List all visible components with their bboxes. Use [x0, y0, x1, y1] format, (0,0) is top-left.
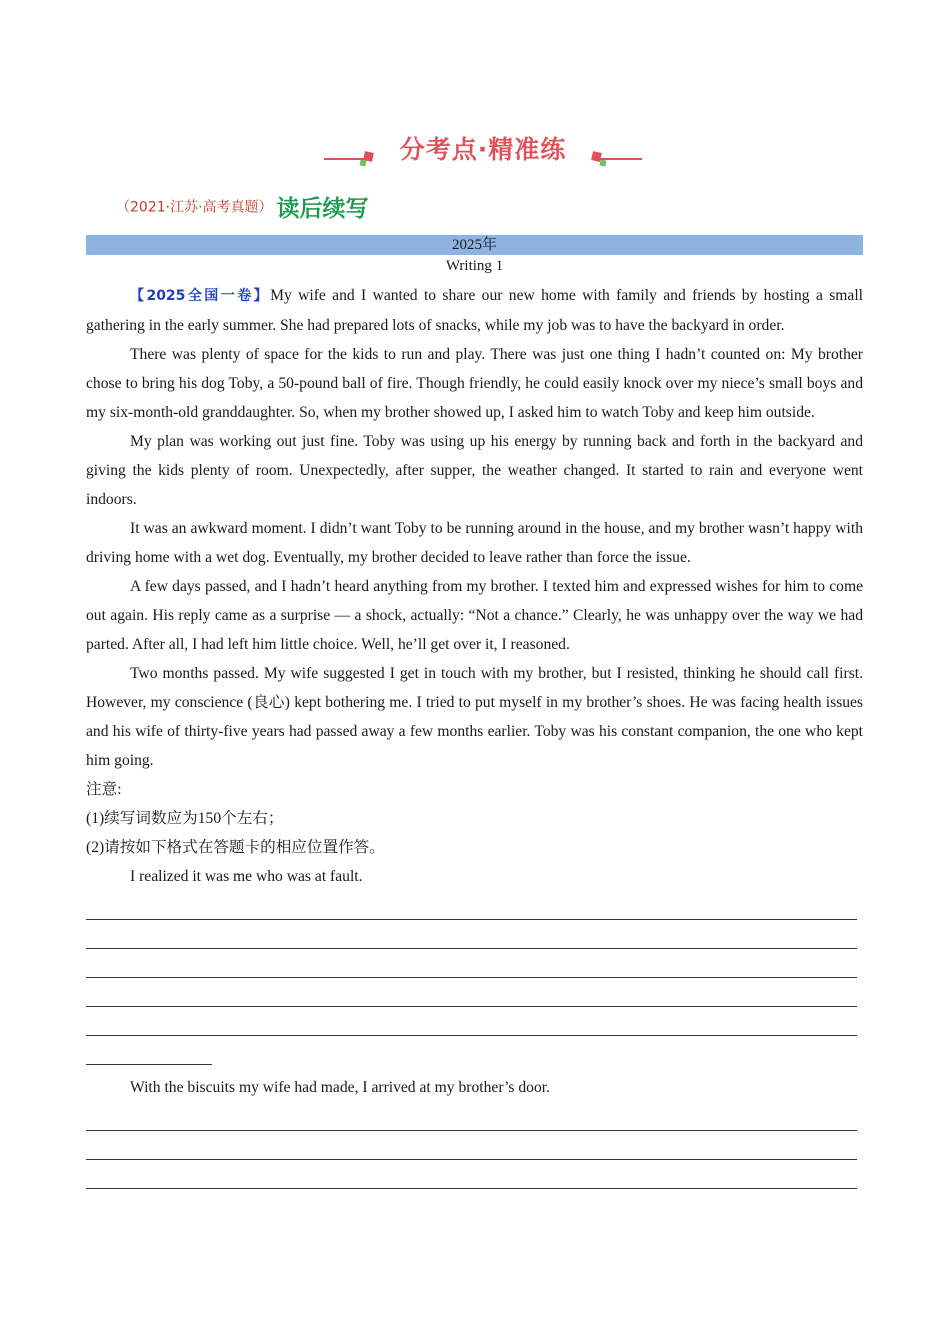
answer-line[interactable]: [86, 1102, 857, 1131]
notes-heading: 注意:: [86, 781, 122, 798]
writing-label: Writing 1: [445, 258, 504, 274]
continuation-prompt-second: With the biscuits my wife had made, I arrived at my brother’s door.: [130, 1079, 551, 1096]
banner-divider-right: [598, 158, 642, 160]
passage-paragraph: My plan was working out just fine. Toby was using up his energy by running back and forth in the backyard and giving the kids plenty of room. Unexpectedly, after supper, the weather changed. It started to rain and everyone went indoors.: [86, 433, 863, 508]
answer-line[interactable]: [86, 920, 857, 949]
passage-paragraph: A few days passed, and I hadn’t heard anything from my brother. I texted him and expressed wishes for him to come out again. His reply came as a surprise — a shock, actually: “Not a chance.” Clearly, he was unhappy over the way we had parted. After all, I had left him little choice. Well, he’ll get over it, I reasoned.: [86, 578, 863, 653]
source-heading: [116, 190, 369, 223]
answer-line[interactable]: [86, 1160, 857, 1189]
passage-paragraph: Two months passed. My wife suggested I get in touch with my brother, but I resisted, thinking he should call first. However, my conscience (良心) kept bothering me. I tried to put myself in my brother’s shoes. He was facing health issues and his wife of thirty-five years had passed away a few months earlier. Toby was his constant companion, the one who kept him going.: [86, 665, 863, 769]
passage-paragraph: It was an awkward moment. I didn’t want Toby to be running around in the house, and my brother wasn’t happy with driving home with a wet dog. Eventually, my brother decided to leave rather than force the issue.: [86, 520, 863, 566]
source-tag: （2021·江苏·高考真题）: [116, 199, 273, 216]
answer-line[interactable]: [86, 949, 857, 978]
exam-tag: 【2025全国一卷】: [130, 288, 271, 304]
note-item: (1)续写词数应为150个左右；: [86, 810, 284, 827]
answer-line[interactable]: [86, 978, 857, 1007]
section-banner: [320, 132, 646, 172]
banner-decoration-icon: [359, 159, 366, 166]
note-item: (2)请按如下格式在答题卡的相应位置作答。: [86, 839, 385, 856]
answer-line[interactable]: [86, 1131, 857, 1160]
passage-paragraph: 【2025全国一卷】My wife and I wanted to share our new home with family and friends by hosting a small gathering in the early summer. She had prepared lots of snacks, while my job was to have the backyard in order.: [86, 287, 863, 334]
passage-paragraph: There was plenty of space for the kids to run and play. There was just one thing I hadn’t counted on: My brother chose to bring his dog Toby, a 50-pound ball of fire. Though friendly, he could easily knock over my niece’s small boys and my six-month-old granddaughter. So, when my brother showed up, I asked him to watch Toby and keep him outside.: [86, 346, 863, 421]
answer-line[interactable]: [86, 1007, 857, 1036]
answer-line[interactable]: [86, 891, 857, 920]
passage-content: [86, 281, 863, 1189]
source-title: 读后续写: [276, 196, 369, 222]
banner-decoration-icon: [599, 159, 606, 166]
answer-line[interactable]: [86, 1036, 212, 1065]
banner-title: 分考点·精准练: [399, 135, 567, 164]
year-bar: 2025年: [86, 235, 863, 255]
spacer: [86, 1065, 863, 1073]
continuation-prompt-first: I realized it was me who was at fault.: [130, 868, 363, 885]
